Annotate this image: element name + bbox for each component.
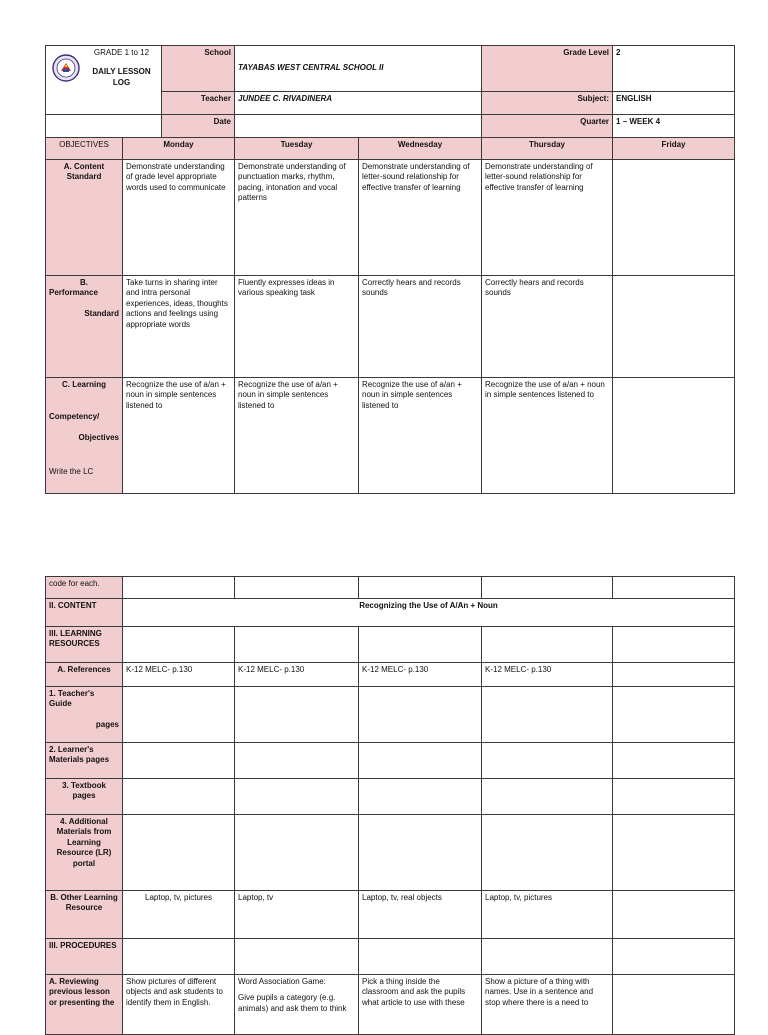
deped-seal-icon bbox=[52, 54, 80, 82]
competency-label-d: Write the LC bbox=[49, 467, 94, 477]
lesson-log-table-top bbox=[45, 45, 735, 494]
school-label: School bbox=[162, 46, 235, 92]
proc-thu bbox=[482, 939, 613, 975]
references-wed: K-12 MELC- p.130 bbox=[359, 663, 482, 687]
other-resources-label: B. Other Learning Resource bbox=[46, 891, 123, 939]
references-tue: K-12 MELC- p.130 bbox=[235, 663, 359, 687]
subject-value: ENGLISH bbox=[613, 92, 735, 115]
monday-header: Monday bbox=[123, 138, 235, 160]
teachers-guide-label bbox=[46, 687, 123, 743]
am-tue bbox=[235, 815, 359, 891]
performance-standard-fri bbox=[613, 276, 735, 378]
page-2 bbox=[0, 560, 768, 1024]
performance-standard-label bbox=[46, 276, 123, 378]
lm-mon bbox=[123, 743, 235, 779]
quarter-label: Quarter bbox=[482, 115, 613, 138]
lr-wed bbox=[359, 627, 482, 663]
friday-header: Friday bbox=[613, 138, 735, 160]
tb-tue bbox=[235, 779, 359, 815]
lr-mon bbox=[123, 627, 235, 663]
tuesday-header: Tuesday bbox=[235, 138, 359, 160]
content-label: II. CONTENT bbox=[46, 599, 123, 627]
learning-competency-tue: Recognize the use of a/an + noun in simple sentences listened to bbox=[235, 378, 359, 494]
tb-wed bbox=[359, 779, 482, 815]
thursday-header: Thursday bbox=[482, 138, 613, 160]
performance-standard-mon: Take turns in sharing inter and intra personal experiences, ideas, thoughts actions and feelings using appropriate words bbox=[123, 276, 235, 378]
reviewing-thu: Show a picture of a thing with names. Use in a sentence and stop where there is a need to bbox=[482, 975, 613, 1035]
code-mon bbox=[123, 577, 235, 599]
proc-fri bbox=[613, 939, 735, 975]
wednesday-header: Wednesday bbox=[359, 138, 482, 160]
other-resources-wed: Laptop, tv, real objects bbox=[359, 891, 482, 939]
header-title-cell bbox=[46, 46, 162, 115]
performance-label-b: Performance bbox=[49, 288, 98, 298]
other-resources-thu: Laptop, tv, pictures bbox=[482, 891, 613, 939]
lr-tue bbox=[235, 627, 359, 663]
references-fri bbox=[613, 663, 735, 687]
references-mon: K-12 MELC- p.130 bbox=[123, 663, 235, 687]
proc-wed bbox=[359, 939, 482, 975]
content-standard-label bbox=[46, 160, 123, 276]
procedures-label: III. PROCEDURES bbox=[46, 939, 123, 975]
objectives-header: OBJECTIVES bbox=[46, 138, 123, 160]
learning-competency-fri bbox=[613, 378, 735, 494]
performance-label-a: B. bbox=[80, 278, 88, 287]
tg-thu bbox=[482, 687, 613, 743]
proc-mon bbox=[123, 939, 235, 975]
lm-thu bbox=[482, 743, 613, 779]
am-mon bbox=[123, 815, 235, 891]
performance-standard-tue: Fluently expresses ideas in various speaking task bbox=[235, 276, 359, 378]
code-thu bbox=[482, 577, 613, 599]
am-thu bbox=[482, 815, 613, 891]
lr-thu bbox=[482, 627, 613, 663]
tb-fri bbox=[613, 779, 735, 815]
additional-materials-label: 4. Additional Materials from Learning Resource (LR) portal bbox=[46, 815, 123, 891]
tb-thu bbox=[482, 779, 613, 815]
performance-standard-thu: Correctly hears and records sounds bbox=[482, 276, 613, 378]
lm-wed bbox=[359, 743, 482, 779]
code-wed bbox=[359, 577, 482, 599]
date-value bbox=[235, 115, 482, 138]
tg-tue bbox=[235, 687, 359, 743]
teacher-value: JUNDEE C. RIVADINERA bbox=[235, 92, 482, 115]
reviewing-wed: Pick a thing inside the classroom and ask the pupils what article to use with these bbox=[359, 975, 482, 1035]
learners-materials-label: 2. Learner's Materials pages bbox=[46, 743, 123, 779]
lr-fri bbox=[613, 627, 735, 663]
lm-fri bbox=[613, 743, 735, 779]
grade-level-label: Grade Level bbox=[482, 46, 613, 92]
code-tue bbox=[235, 577, 359, 599]
performance-standard-wed: Correctly hears and records sounds bbox=[359, 276, 482, 378]
content-standard-label-a: A. Content bbox=[63, 162, 105, 171]
doc-title-line2: LOG bbox=[112, 77, 131, 87]
proc-tue bbox=[235, 939, 359, 975]
code-for-each-label: code for each. bbox=[46, 577, 123, 599]
header-blank bbox=[46, 115, 162, 138]
learning-resources-label: III. LEARNING RESOURCES bbox=[46, 627, 123, 663]
page-1 bbox=[0, 0, 768, 510]
other-resources-fri bbox=[613, 891, 735, 939]
content-standard-thu: Demonstrate understanding of letter-sound relationship for effective transfer of learning bbox=[482, 160, 613, 276]
doc-title-line1: DAILY LESSON bbox=[92, 66, 151, 76]
tg-mon bbox=[123, 687, 235, 743]
textbook-label-a: 3. Textbook bbox=[62, 781, 106, 790]
content-standard-tue: Demonstrate understanding of punctuation marks, rhythm, pacing, intonation and vocal patterns bbox=[235, 160, 359, 276]
content-value: Recognizing the Use of A/An + Noun bbox=[123, 599, 735, 627]
grade-level-value: 2 bbox=[613, 46, 735, 92]
content-standard-mon: Demonstrate understanding of grade level appropriate words used to communicate bbox=[123, 160, 235, 276]
competency-label-c: Objectives bbox=[78, 432, 119, 442]
other-resources-tue: Laptop, tv bbox=[235, 891, 359, 939]
grade-range: GRADE 1 to 12 bbox=[93, 48, 150, 57]
date-label: Date bbox=[162, 115, 235, 138]
other-resources-mon: Laptop, tv, pictures bbox=[123, 891, 235, 939]
tg-wed bbox=[359, 687, 482, 743]
learning-competency-thu: Recognize the use of a/an + noun in simple sentences listened to bbox=[482, 378, 613, 494]
references-thu: K-12 MELC- p.130 bbox=[482, 663, 613, 687]
code-fri bbox=[613, 577, 735, 599]
teachers-guide-label-b: pages bbox=[95, 719, 119, 729]
competency-label-b: Competency/ bbox=[49, 412, 100, 422]
competency-label-a: C. Learning bbox=[61, 380, 106, 389]
reviewing-tue bbox=[235, 975, 359, 1035]
references-label: A. References bbox=[46, 663, 123, 687]
reviewing-tue-a: Word Association Game: bbox=[238, 977, 326, 986]
learning-competency-mon: Recognize the use of a/an + noun in simple sentences listened to bbox=[123, 378, 235, 494]
school-value: TAYABAS WEST CENTRAL SCHOOL II bbox=[235, 46, 482, 92]
reviewing-tue-b: Give pupils a category (e.g. animals) and ask them to think bbox=[238, 993, 347, 1013]
reviewing-fri bbox=[613, 975, 735, 1035]
content-standard-fri bbox=[613, 160, 735, 276]
quarter-value: 1 – WEEK 4 bbox=[613, 115, 735, 138]
am-wed bbox=[359, 815, 482, 891]
tg-fri bbox=[613, 687, 735, 743]
am-fri bbox=[613, 815, 735, 891]
lesson-log-table-bottom bbox=[45, 576, 735, 1035]
tb-mon bbox=[123, 779, 235, 815]
learning-competency-label bbox=[46, 378, 123, 494]
content-standard-wed: Demonstrate understanding of letter-sound relationship for effective transfer of learning bbox=[359, 160, 482, 276]
textbook-label-b: pages bbox=[72, 791, 96, 801]
reviewing-label: A. Reviewing previous lesson or presenting the bbox=[46, 975, 123, 1035]
textbook-label bbox=[46, 779, 123, 815]
teacher-label: Teacher bbox=[162, 92, 235, 115]
learning-competency-wed: Recognize the use of a/an + noun in simple sentences listened to bbox=[359, 378, 482, 494]
subject-label: Subject: bbox=[482, 92, 613, 115]
lm-tue bbox=[235, 743, 359, 779]
performance-label-c: Standard bbox=[84, 308, 119, 318]
reviewing-mon: Show pictures of different objects and ask students to identify them in English. bbox=[123, 975, 235, 1035]
content-standard-label-b: Standard bbox=[66, 172, 102, 182]
teachers-guide-label-a: 1. Teacher's Guide bbox=[49, 689, 95, 709]
